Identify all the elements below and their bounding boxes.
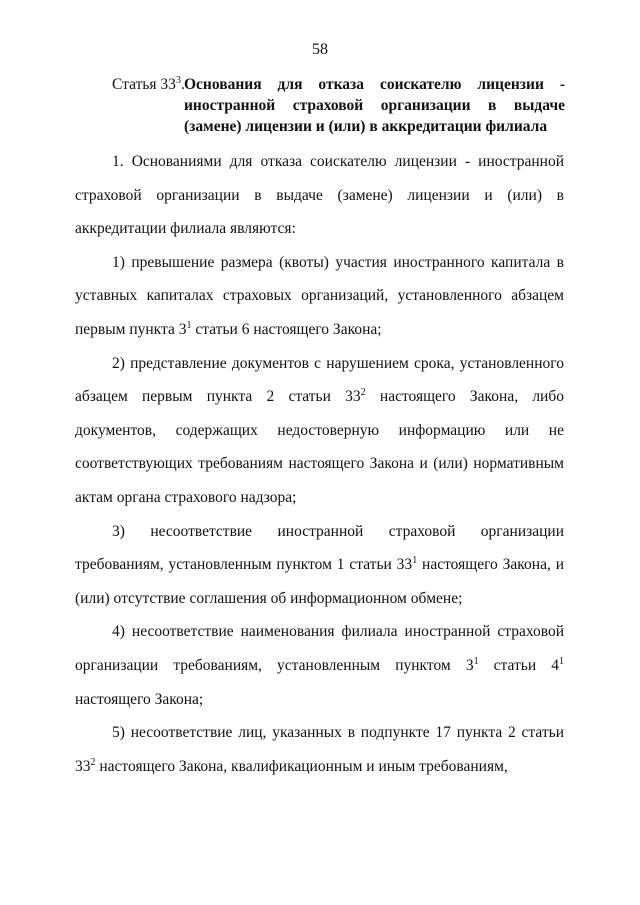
paragraph-text: настоящего Закона, либо документов, содержащих недостоверную информацию или не соответствующих требованиям настоящего Закона и (или) нормативным актам органа страхового надзора; [75, 388, 564, 506]
paragraph-text: настоящего Закона, и (или) отсутствие соглашения об информационном обмене; [75, 556, 564, 607]
article-label-suffix: . [180, 76, 185, 93]
paragraph-text: 3) несоответствие иностранной страховой организации требованиям, установленным пунктом 1 статьи 33 [75, 522, 564, 574]
paragraph-text: 1) превышение размера (квоты) участия иностранного капитала в уставных капиталах страховых организаций, установленного абзацем первым пункта 3 [75, 253, 564, 338]
paragraph-text: настоящего Закона; [75, 690, 204, 708]
page-number: 58 [312, 41, 328, 58]
paragraph-text: 2) представление документов с нарушением срока, установленного абзацем первым пункта 2 статьи 33 [75, 354, 564, 406]
article-heading [112, 74, 565, 137]
paragraph-item-5 [75, 716, 564, 783]
paragraph-item-2 [75, 347, 564, 515]
paragraph-text: настоящего Закона, квалификационным и иным требованиям, [95, 757, 508, 775]
article-label-sup: 3 [175, 74, 181, 86]
superscript: 1 [186, 319, 192, 331]
paragraph-text: статьи 4 [478, 656, 559, 674]
paragraph-text: 4) несоответствие наименования филиала иностранной страховой организации требованиям, установленным пунктом 3 [75, 623, 564, 674]
paragraph-item-1 [75, 246, 564, 347]
paragraph-text: 5) несоответствие лиц, указанных в подпункте 17 пункта 2 статьи 33 [75, 724, 564, 775]
document-body [75, 145, 564, 783]
article-label-text: Статья 33 [112, 76, 176, 93]
paragraph-item-3 [75, 515, 564, 616]
paragraph-1: 1. Основаниями для отказа соискателю лицензии - иностранной страховой организации в выдаче (замене) лицензии и (или) в аккредитации филиала являются: [75, 153, 564, 238]
superscript: 2 [90, 756, 96, 768]
superscript: 1 [473, 655, 479, 667]
paragraph-text: статьи 6 настоящего Закона; [191, 320, 382, 338]
superscript: 2 [360, 387, 366, 398]
superscript: 1 [412, 554, 418, 566]
article-title: Основания для отказа соискателю лицензии - иностранной страховой организации в выдаче (замене) лицензии и (или) в аккредитации филиала [184, 76, 565, 135]
article-label [112, 74, 185, 95]
superscript: 1 [559, 655, 564, 667]
paragraph-item-4 [75, 615, 564, 716]
